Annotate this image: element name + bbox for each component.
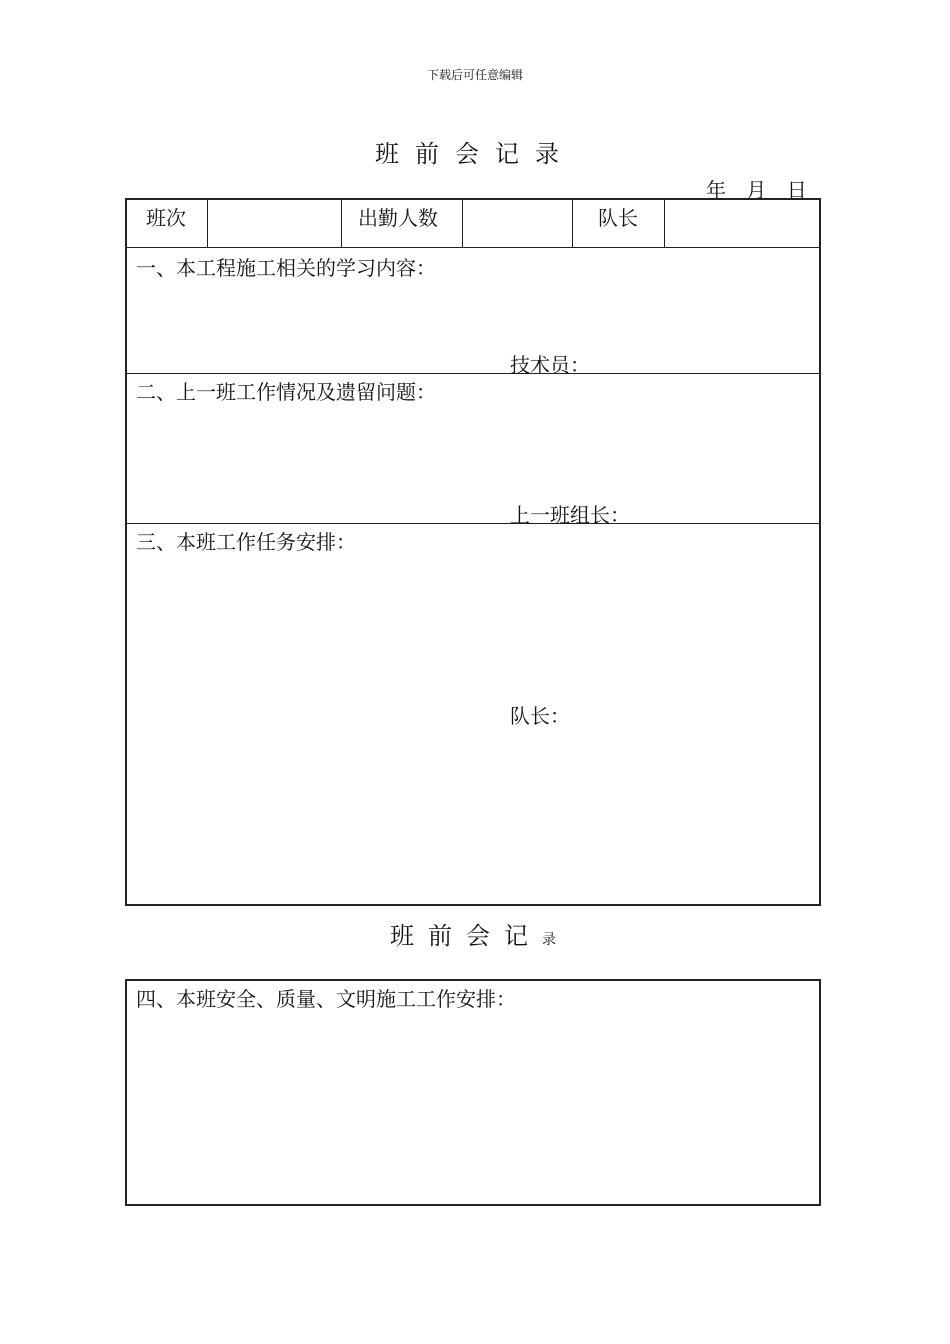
section-4-title: 四、本班安全、质量、文明施工工作安排： — [136, 987, 516, 1011]
leader-value-field[interactable] — [667, 200, 817, 246]
header-note: 下载后可任意编辑 — [426, 68, 523, 82]
shift-label: 班次 — [146, 206, 186, 230]
section-3-sign: 队长： — [510, 704, 570, 728]
section-2-sign: 上一班组长： — [510, 503, 630, 527]
page-title-2 — [390, 916, 556, 951]
section-4-table — [125, 979, 821, 1206]
attendance-value-field[interactable] — [465, 200, 569, 246]
col-divider — [572, 198, 573, 248]
col-divider — [664, 198, 665, 248]
page-title-2-small: 录 — [542, 932, 556, 948]
attendance-label: 出勤人数 — [358, 206, 438, 230]
section-1-sign: 技术员： — [510, 353, 590, 377]
section-2-title: 二、上一班工作情况及遗留问题： — [136, 380, 436, 404]
row-divider — [125, 373, 821, 374]
leader-label: 队长 — [598, 206, 638, 230]
col-divider — [341, 198, 342, 248]
col-divider — [207, 198, 208, 248]
page-title: 班前会记录 — [375, 140, 575, 168]
date-line: 年 月 日 — [706, 178, 809, 202]
row-divider — [125, 523, 821, 524]
page-title-2-main: 班前会记 — [390, 922, 542, 950]
col-divider — [462, 198, 463, 248]
section-3-title: 三、本班工作任务安排： — [136, 530, 356, 554]
row-divider — [125, 247, 821, 248]
section-1-title: 一、本工程施工相关的学习内容： — [136, 256, 436, 280]
shift-value-field[interactable] — [210, 200, 338, 246]
